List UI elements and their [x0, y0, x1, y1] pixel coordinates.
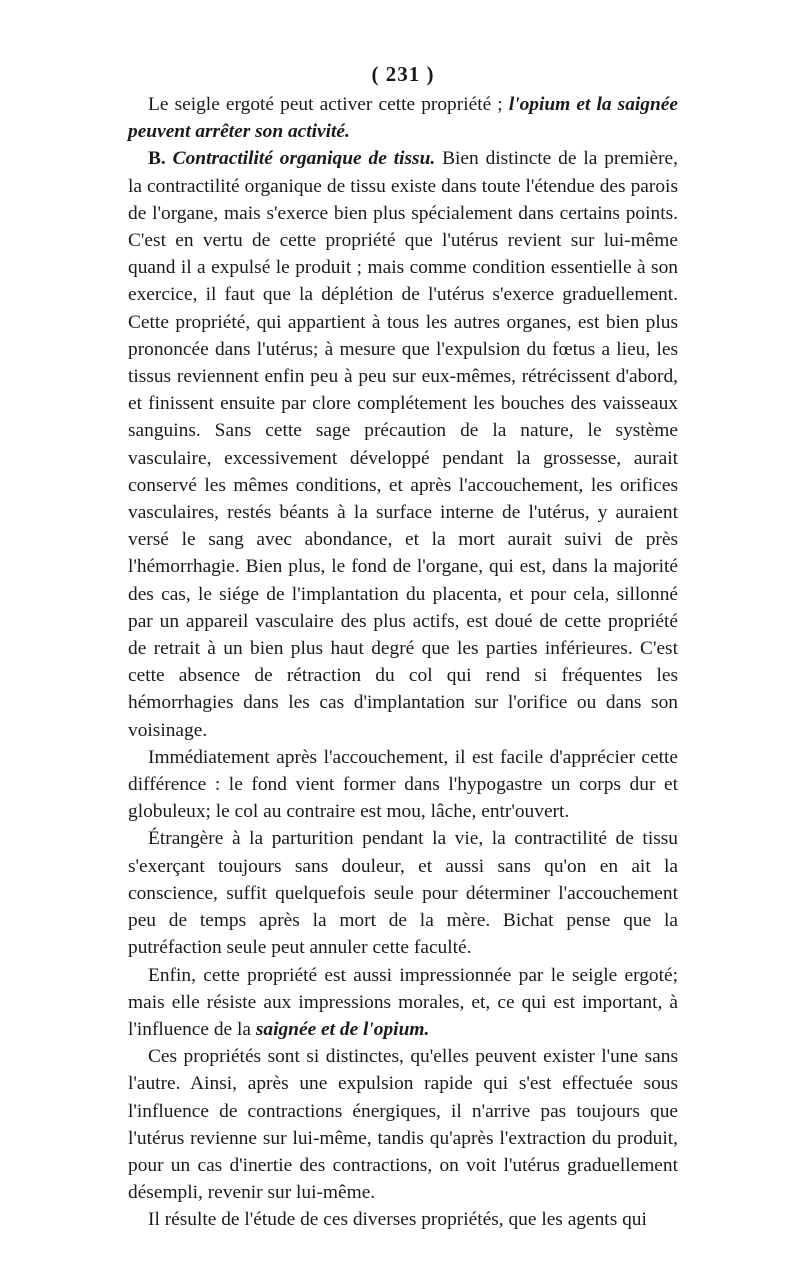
- paragraph: [128, 825, 678, 961]
- text-run: Bien distincte de la première, la contractilité organique de tissu existe dans toute l'étendue des parois de l'organe, mais s'exerce bien plus spécialement dans certains points. C'est en vertu de cette propriété que l'utérus revient sur lui-même quand il a expulsé le produit ; mais comme condition essentielle à son exercice, il faut que la déplétion de l'utérus s'exerce graduellement. Cette propriété, qui appartient à tous les autres organes, est bien plus prononcée dans l'utérus; à mesure que l'expulsion du fœtus a lieu, les tissus reviennent enfin peu à peu sur eux-mêmes, rétrécissent d'abord, et finissent ensuite par clore complétement les bouches des vaisseaux sanguins. Sans cette sage précaution de la nature, le système vasculaire, excessivement développé pendant la grossesse, aurait conservé les mêmes conditions, et après l'accouchement, les orifices vasculaires, restés béants à la surface interne de l'utérus, y auraient versé le sang avec abondance, et la mort aurait suivi de près l'hémorrhagie. Bien plus, le fond de l'organe, qui est, dans la majorité des cas, le siége de l'implantation du placenta, et pour cela, sillonné par un appareil vasculaire des plus actifs, est doué de cette propriété de retrait à un bien plus haut degré que les parties inférieures. C'est cette absence de rétraction du col qui rend si fréquentes les hémorrhagies dans les cas d'implantation sur l'orifice ou dans son voisinage.: [128, 148, 678, 741]
- text-run: Étrangère à la parturition pendant la vie, la contractilité de tissu s'exerçant toujours sans douleur, et aussi sans qu'on en ait la conscience, suffit quelquefois seule pour déterminer l'accouchement peu de temps après la mort de la mère. Bichat pense que la putréfaction seule peut annuler cette faculté.: [128, 828, 678, 959]
- emphasis-run: saignée et de l'opium.: [255, 1018, 430, 1040]
- section-letter: B.: [148, 148, 173, 170]
- text-run: Il résulte de l'étude de ces diverses propriétés, que les agents qui: [148, 1209, 647, 1231]
- paragraph: [128, 744, 678, 826]
- text-run: Enfin, cette propriété est aussi impressionnée par le seigle ergoté; mais elle résiste aux impressions morales, et, ce qui est important, à l'influence de la: [128, 964, 678, 1040]
- paragraph: [128, 145, 678, 743]
- text-run: Immédiatement après l'accouchement, il est facile d'apprécier cette différence : le fond vient former dans l'hypogastre un corps dur et globuleux; le col au contraire est mou, lâche, entr'ouvert.: [128, 746, 678, 823]
- paragraph: [128, 91, 678, 145]
- text-run: Le seigle ergoté peut activer cette propriété ;: [148, 94, 509, 115]
- paragraph: [128, 1206, 678, 1233]
- page-number: ( 231 ): [371, 62, 435, 86]
- emphasis-run: l'opium et la saignée peuvent arrêter son activité.: [128, 94, 678, 143]
- text-run: Ces propriétés sont si distinctes, qu'elles peuvent exister l'une sans l'autre. Ainsi, après une expulsion rapide qui s'est effectuée sous l'influence de contractions énergiques, il n'arrive pas toujours que l'utérus revienne sur lui-même, tandis qu'après l'extraction du produit, pour un cas d'inertie des contractions, on voit l'utérus graduellement désempli, revenir sur lui-même.: [128, 1046, 678, 1204]
- body-text: [128, 91, 678, 1234]
- paragraph: [128, 962, 678, 1044]
- section-heading: Contractilité organique de tissu.: [172, 148, 436, 170]
- paragraph: [128, 1043, 678, 1206]
